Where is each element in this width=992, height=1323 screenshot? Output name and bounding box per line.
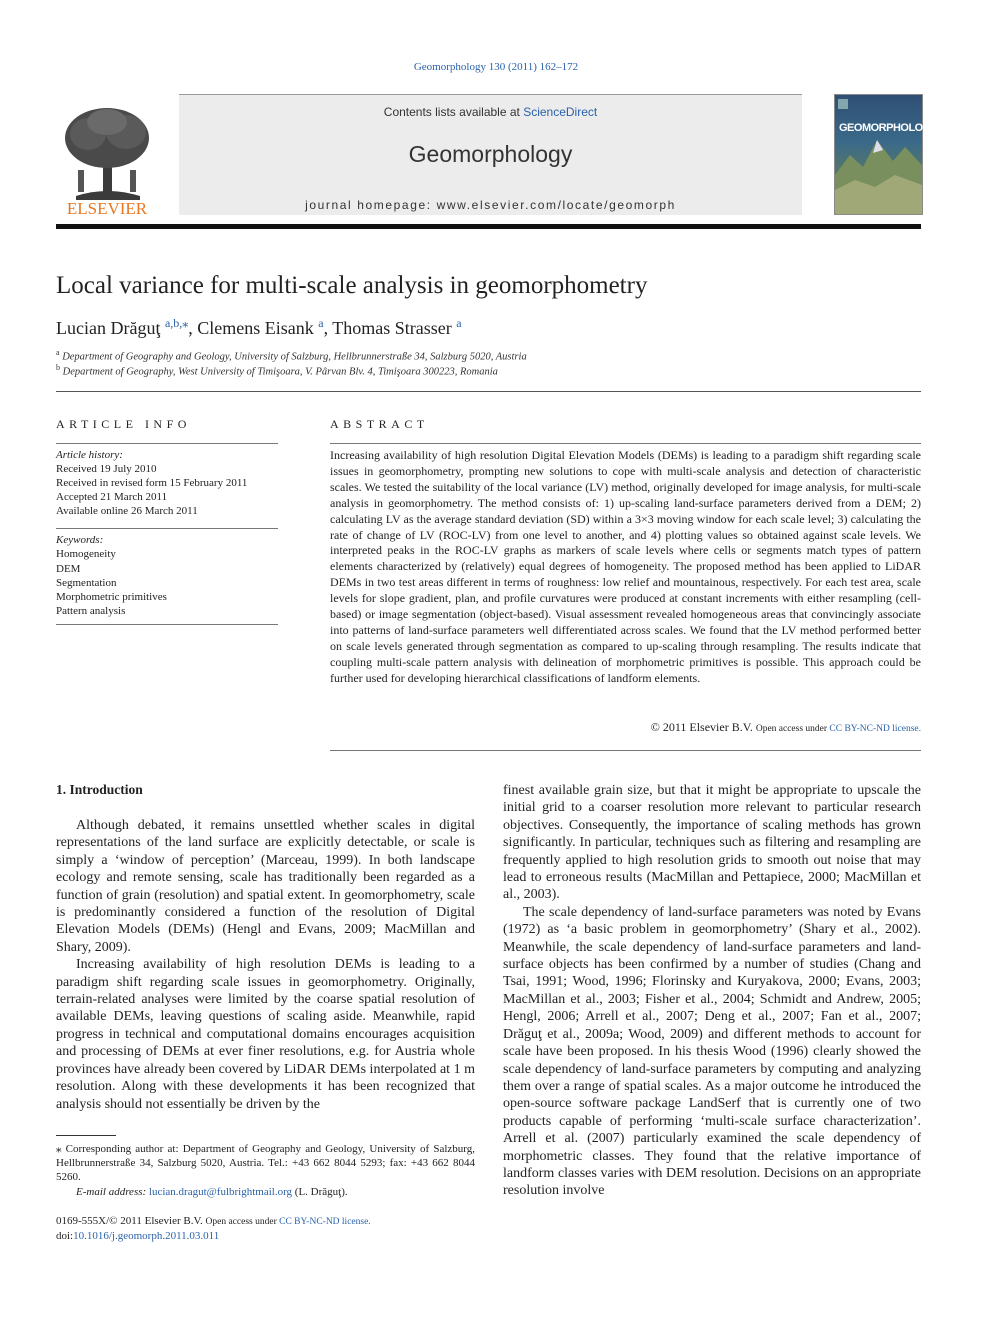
email-link[interactable]: lucian.dragut@fulbrightmail.org [148,1185,293,1198]
email-label: E-mail address: [76,1185,149,1198]
elsevier-logo[interactable] [56,104,159,216]
journal-title: Geomorphology [408,141,573,167]
author-affiliation-marker[interactable]: a,b,⁎ [164,316,189,330]
open-access-label: Open access under [755,724,830,734]
license-link[interactable]: CC BY-NC-ND license. [829,724,921,734]
history-label: Article history: [56,449,123,461]
author-name[interactable]: Thomas Strasser [332,318,452,338]
history-item: Received in revised form 15 February 2011 [56,477,248,489]
article-history [56,448,247,518]
keyword-item: Homogeneity [56,548,116,561]
keyword-item: Morphometric primitives [56,591,167,604]
author-affiliation-marker[interactable]: a [456,316,462,330]
contents-prefix: Contents lists available at [383,105,524,119]
elsevier-wordmark: ELSEVIER [66,199,148,218]
keywords-label: Keywords: [56,534,104,546]
history-item: Available online 26 March 2011 [56,505,198,517]
mountain-landscape-icon [835,95,922,214]
publication-info [56,1214,371,1244]
affiliation-key: b [56,363,60,372]
divider [56,624,278,625]
masthead [56,94,938,226]
body-paragraph: The scale dependency of land-surface parameters was noted by Evans (1972) as ‘a basic problem in geomorphometry’ (Shary et al., 2002). Meanwhile, the scale dependency of land-surface parameters and land-surface objects has been confirmed by a number of studies (Chang and Tsai, 1991; Wood, 1996; Florinsky and Kuryakova, 2000; Evans, 2003; MacMillan et al., 2003; Fisher et al., 2004; Schmidt and Andrew, 2005; Hengl, 2006; Arrell et al., 2007; Deng et al., 2007; Fan et al., 2007; Drăguţ et al., 2009a; Wood, 2009) and different methods to account for scale have been proposed. In his thesis Wood (1996) clearly showed the scale dependency of land-surface parameters by computing and analyzing them over a range of spatial scales. As a major outcome he introduced the open-source software package LandSerf that is currently one of two products capable of performing ‘multi-scale surface characterization’. Arrell et al. (2007) particularly examined the scale dependency of morphometric classes. They found that the relative importance of landform classes varies with DEM resolution. Decisions on an appropriate resolution involve [503,904,921,1199]
keyword-item: Segmentation [56,576,117,589]
body-right-column [503,782,921,1200]
cover-title: GEOMORPHOLOGY [839,122,938,134]
history-item: Received 19 July 2010 [56,463,157,475]
copyright-text: © 2011 Elsevier B.V. [650,720,753,734]
doi-link[interactable]: 10.1016/j.geomorph.2011.03.011 [73,1230,220,1243]
history-item: Accepted 21 March 2011 [56,491,168,503]
affiliation-text: Department of Geography, West University of Timişoara, V. Pârvan Blv. 4, Timişoara 300223, Romania [62,366,498,378]
divider [56,443,278,444]
author-name[interactable]: Lucian Drăguţ [56,318,161,338]
footnote-rule [56,1135,116,1136]
journal-homepage[interactable]: journal homepage: www.elsevier.com/locate/geomorph [305,198,676,212]
divider [330,443,921,444]
affiliation-a [56,348,527,363]
journal-citation[interactable]: Geomorphology 130 (2011) 162–172 [413,61,579,73]
body-paragraph: Increasing availability of high resolution DEMs is leading to a paradigm shift regarding scale issues in geomorphometry. Originally, terrain-related analyses were limited by the coarse spatial resolution of available DEMs, leaving questions of scaling aside. Meanwhile, rapid progress in technical and computational domains encourages acquisition and processing of DEMs at ever finer resolutions, e.g. for Austria whole provinces have already been covered by LiDAR DEMs interpolated at 1 m resolution. Along with these developments it has been recognized that analysis should not essentially be driven by the [56,957,475,1112]
body-paragraph: finest available grain size, but that it might be appropriate to upscale the initial grid to a coarser resolution more relevant to particular research objectives. Consequently, the importance of scaling methods has grown significantly. In particular, techniques such as filtering and resampling are frequently applied to high resolution grids to smooth out noise that may lead to erroneous results (MacMillan and Pettapiece, 2000; MacMillan et al., 2003). [503,783,921,903]
license-link[interactable]: CC BY-NC-ND license. [279,1217,371,1227]
affiliation-text: Department of Geography and Geology, University of Salzburg, Hellbrunnerstraße 34, Salzburg 5020, Austria [62,351,527,363]
body-paragraph: Although debated, it remains unsettled whether scales in digital representations of the land surface are explicitly detectable, or scale is simply a ‘window of perception’ (Marceau, 1999). In both landscape ecology and remote sensing, scale has traditionally been regarded as a function of grain (resolution) and spatial extent. In geomorphometry, scale is predominantly considered a function of the resolution of Digital Elevation Models (DEMs) (Hengl and Evans, 2009; MacMillan and Shary, 2009). [56,818,475,955]
footnote [56,1142,475,1199]
divider [56,528,278,529]
corresponding-author-note: ⁎ Corresponding author at: Department of Geography and Geology, University of Salzburg, Hellbrunnerstraße 34, Salzburg 5020, Austria. Tel.: +43 662 8044 5293; fax: +43 662 8044 5260. [56,1143,475,1184]
section-heading: 1. Introduction [56,782,143,797]
author-name[interactable]: Clemens Eisank [197,318,314,338]
affiliation-b [56,363,498,378]
keyword-item: Pattern analysis [56,605,126,618]
open-access-label: Open access under [205,1217,280,1227]
header-rule [56,224,921,229]
author-list: Lucian Drăguţ $^{a,b,⁎}$, Clemens Eisank $^a$, Thomas Strasser $^a$ [56,316,462,338]
affiliation-key: a [56,348,60,357]
abstract-heading: ABSTRACT [330,417,429,431]
email-suffix: (L. Drăguţ). [292,1185,348,1198]
abstract-copyright [330,720,921,735]
abstract-text: Increasing availability of high resolution Digital Elevation Models (DEMs) is leading to a paradigm shift regarding scale issues in geomorphometry, prompting new solutions to cope with multi-scale analysis and detection of characteristic scales. We tested the suitability of the local variance (LV) method, originally developed for image analysis, for multi-scale analysis in geomorphometry. The method consists of: 1) up-scaling land-surface parameters derived from a DEM; 2) calculating LV as the average standard deviation (SD) within a 3×3 moving window for each scale level; 3) calculating the rate of change of LV (ROC-LV) from one level to another, and 4) plotting values so obtained against scale levels. We interpreted peaks in the ROC-LV graphs as markers of scale levels where cells or segments match types of pattern elements characterized by (relatively) equal degrees of homogeneity. The proposed method has been applied to LiDAR DEMs in two test areas different in terms of roughness: low relief and mountainous, respectively. For each test area, scale levels for slope gradient, plan, and profile curvatures were produced at constant increments with either resampling (cell-based) or image segmentation (object-based). Visual assessment revealed homogeneous areas that convincingly associate into patterns of land-surface parameters well differentiated across scales. We found that the LV method performed better on scale levels generated through segmentation as compared to up-scaling through resampling. The results indicate that coupling multi-scale pattern analysis with delineation of morphometric primitives is possible. This approach could be further used for developing hierarchical classifications of landform elements. [330,448,921,685]
sciencedirect-link[interactable]: ScienceDirect [523,105,598,119]
journal-cover-image[interactable] [834,94,938,215]
issn-text: 0169-555X/© 2011 Elsevier B.V. [56,1215,206,1227]
article-info-heading: ARTICLE INFO [56,417,191,431]
contents-line [179,105,802,119]
keyword-item: DEM [56,562,81,575]
elsevier-tree-icon [56,104,159,216]
keywords [56,533,167,619]
divider [330,750,921,751]
doi-prefix: doi: [56,1230,74,1243]
body-left-column [56,817,475,1113]
journal-header-band [179,94,802,215]
author-affiliation-marker[interactable]: a [318,316,324,330]
title-rule [56,391,921,392]
article-title: Local variance for multi-scale analysis in geomorphometry [56,272,648,299]
